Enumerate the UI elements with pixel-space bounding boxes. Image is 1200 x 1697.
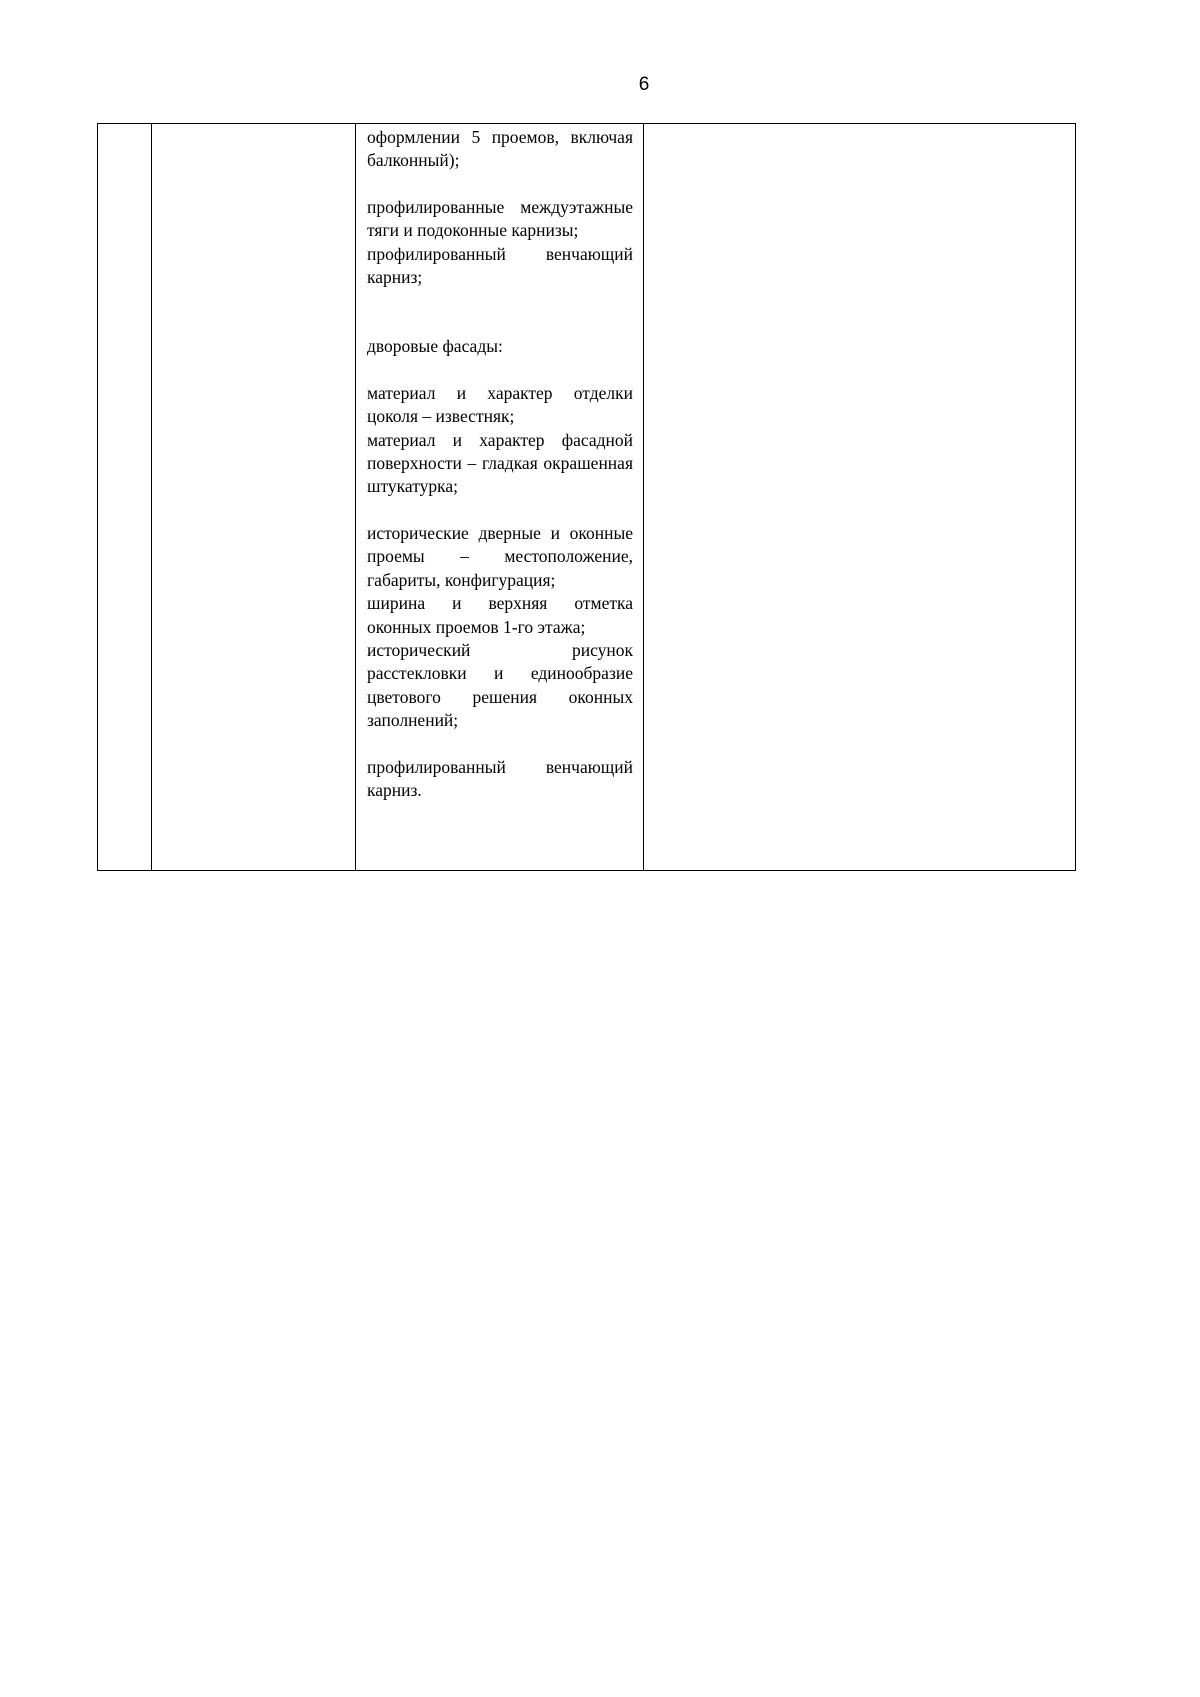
table-row	[98, 124, 1076, 871]
paragraph: профилированный венчающий карниз;	[367, 243, 633, 288]
table-cell-subject-of-protection	[356, 124, 644, 871]
paragraph: дворовые фасады:	[367, 336, 503, 357]
table-cell-number	[98, 124, 152, 871]
table-cell-name	[152, 124, 356, 871]
cell-text	[356, 124, 643, 802]
paragraph: материал и характер фасадной поверхности – гладкая окрашенная штукатурка;	[367, 429, 633, 497]
paragraph: оформлении 5 проемов, включая балконный);	[367, 127, 633, 171]
paragraph: исторические дверные и оконные проемы – местоположение, габариты, конфигурация;	[367, 522, 633, 590]
object-table	[97, 123, 1076, 871]
paragraph: исторический рисунок расстекловки и единообразие цветового решения оконных заполнений;	[367, 639, 633, 731]
paragraph: ширина и верхняя отметка оконных проемов 1-го этажа;	[367, 593, 633, 637]
table-cell-notes	[644, 124, 1076, 871]
paragraph: материал и характер отделки цоколя – известняк;	[367, 382, 633, 427]
page-number: 6	[638, 74, 650, 95]
paragraph: профилированный венчающий карниз.	[367, 756, 633, 800]
paragraph: профилированные междуэтажные тяги и подоконные карнизы;	[367, 196, 633, 241]
